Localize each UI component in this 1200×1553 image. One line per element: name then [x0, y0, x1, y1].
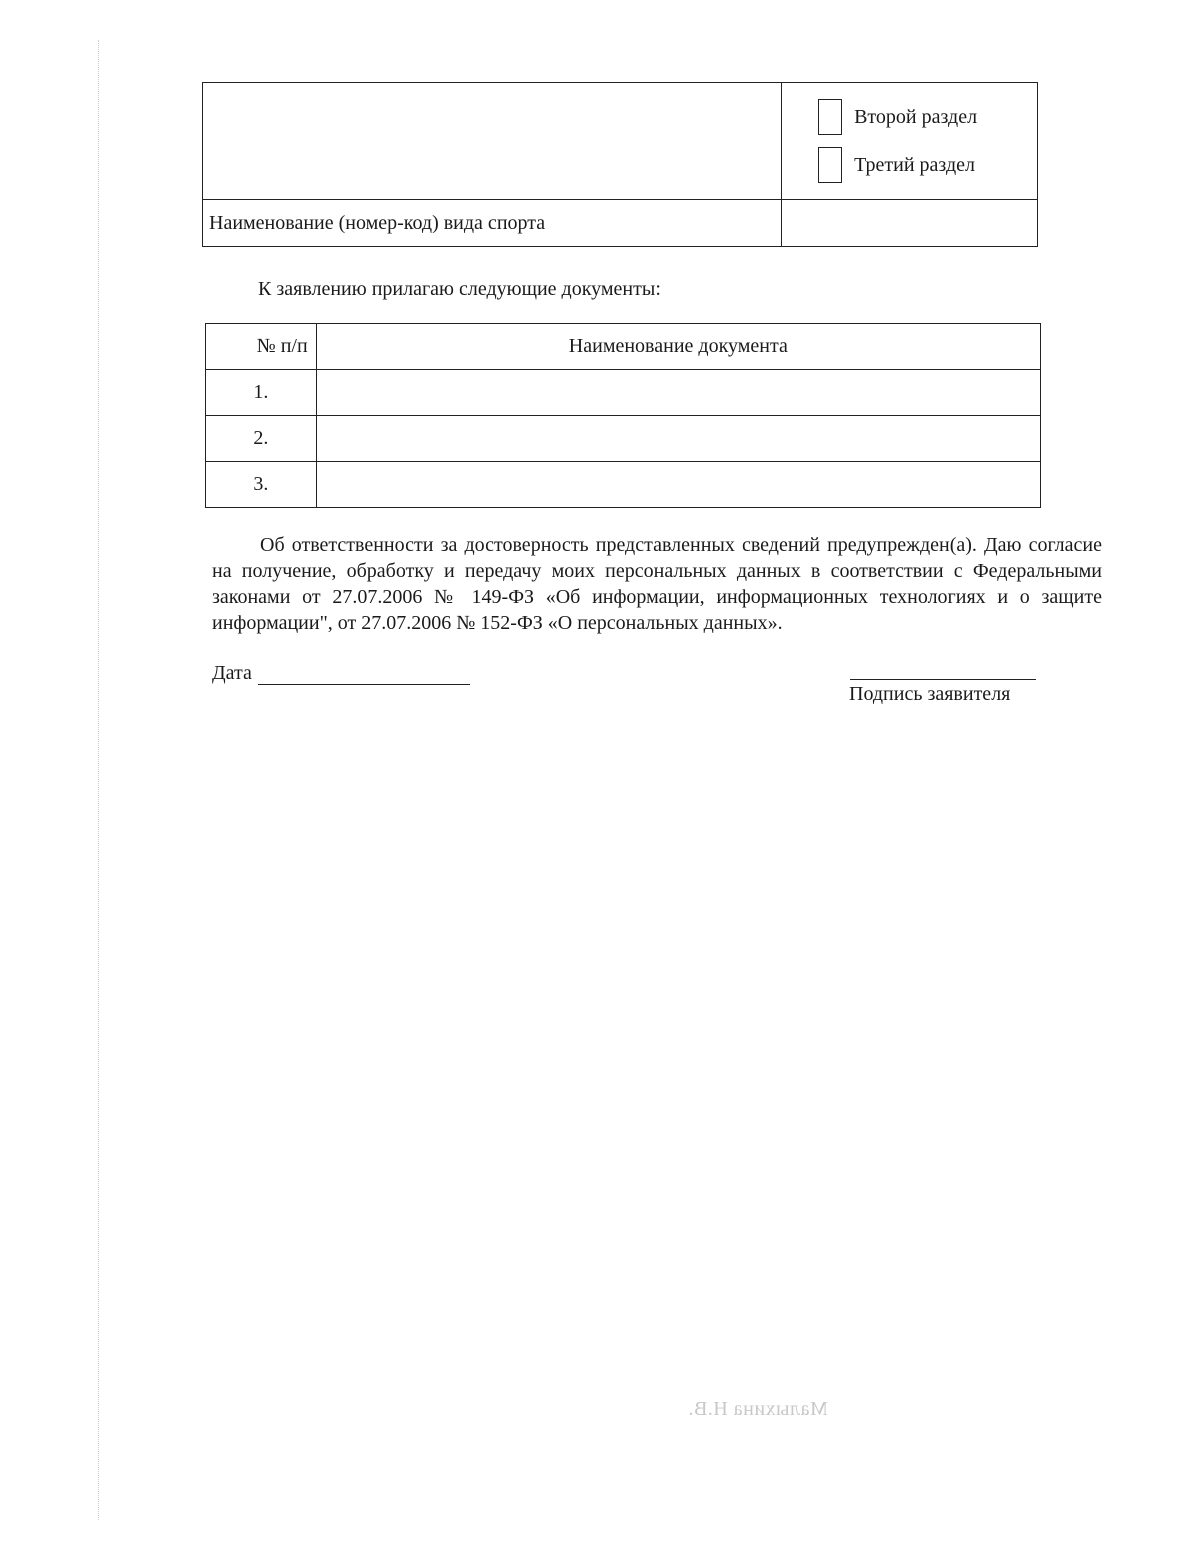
documents-table: [205, 323, 1041, 508]
checkbox-label-third-section: Третий раздел: [854, 153, 976, 176]
document-name-field[interactable]: [316, 462, 1040, 508]
table-row: [206, 462, 1041, 508]
checkbox-row-second-section[interactable]: [818, 99, 977, 135]
date-label: Дата: [212, 662, 252, 684]
row-number: 3.: [206, 462, 317, 508]
document-name-field[interactable]: [316, 370, 1040, 416]
row-number: 1.: [206, 370, 317, 416]
document-name-field[interactable]: [316, 416, 1040, 462]
table-row: [206, 370, 1041, 416]
checkbox-label-second-section: Второй раздел: [854, 105, 978, 128]
blank-cell: [203, 83, 782, 200]
date-field[interactable]: [258, 664, 470, 685]
column-header-number: № п/п: [206, 324, 317, 370]
sport-name-label: Наименование (номер-код) вида спорта: [203, 200, 782, 247]
bleed-through-text: Малыхина Н.В.: [688, 1398, 828, 1420]
table-row: [206, 416, 1041, 462]
signature-field[interactable]: [850, 679, 1036, 680]
checkbox-second-section[interactable]: [818, 99, 842, 135]
attachments-intro: К заявлению прилагаю следующие документы:: [258, 278, 661, 300]
column-header-document-name: Наименование документа: [316, 324, 1040, 370]
checkbox-third-section[interactable]: [818, 147, 842, 183]
checkbox-row-third-section[interactable]: [818, 147, 975, 183]
scan-edge-line: [98, 40, 100, 1520]
sport-name-field[interactable]: [782, 200, 1038, 247]
row-number: 2.: [206, 416, 317, 462]
section-selection-table: [202, 82, 1038, 247]
consent-paragraph: Об ответственности за достоверность представленных сведений предупрежден(а). Даю согласие на получение, обработку и передачу моих персональных данных в соответствии с Федеральными законами от 27.07.2006 № 149-ФЗ «Об информации, информационных технологиях и о защите информации", от 27.07.2006 № 152-ФЗ «О персональных данных».: [212, 534, 1102, 634]
section-checkbox-cell: [782, 83, 1038, 200]
documents-table-header: [206, 324, 1041, 370]
signature-label: Подпись заявителя: [849, 683, 1011, 705]
date-block: [212, 662, 470, 685]
